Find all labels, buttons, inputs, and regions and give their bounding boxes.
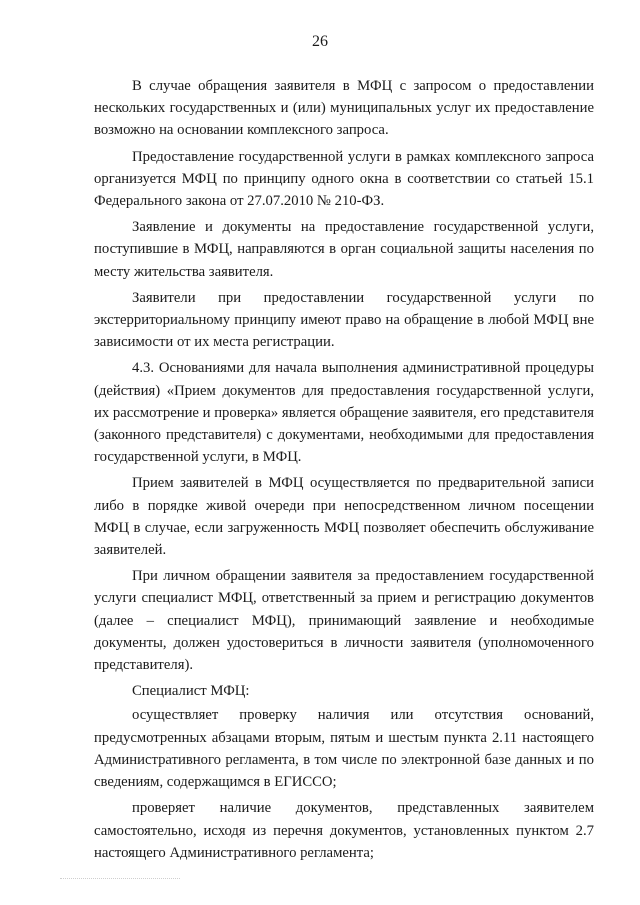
paragraph-specialist-heading: Специалист МФЦ: (132, 683, 250, 700)
paragraph-complex-request: В случае обращения заявителя в МФЦ с запросом о предоставлении нескольких государственных и (или) муниципальных услуг их предоставление возможно на основании комплексного запроса. (94, 78, 594, 139)
paragraph-grounds-check: осуществляет проверку наличия или отсутствия оснований, предусмотренных абзацами вторым, пятым и шестым пункта 2.11 настоящего Административного регламента, в том числе по электронной базе данных и по сведениям, содержащимся в ЕГИССО; (94, 707, 594, 791)
paragraph-documents-forwarding: Заявление и документы на предоставление государственной услуги, поступившие в МФЦ, направляются в орган социальной защиты населения по месту жительства заявителя. (94, 219, 594, 280)
paragraph-section-4-3: 4.3. Основаниями для начала выполнения административной процедуры (действия) «Прием документов для предоставления государственной услуги, их рассмотрение и проверка» является обращение заявителя, его представителя (законного представителя) с документами, необходимыми для предоставления государственной услуги, в МФЦ. (94, 360, 594, 466)
paragraph-extraterritorial: Заявители при предоставлении государственной услуги по экстерриториальному принципу имеют право на обращение в любой МФЦ вне зависимости от их места регистрации. (94, 289, 594, 351)
scan-artifact (60, 878, 180, 883)
paragraph-reception-order: Прием заявителей в МФЦ осуществляется по предварительной записи либо в порядке живой очереди при непосредственном личном посещении МФЦ в случае, если загруженность МФЦ позволяет обеспечить обслуживание заявителей. (94, 475, 594, 559)
paragraph-one-window: Предоставление государственной услуги в рамках комплексного запроса организуется МФЦ по принципу одного окна в соответствии со статьей 15.1 Федерального закона от 27.07.2010 № 210-ФЗ. (94, 148, 594, 210)
paragraph-documents-check: проверяет наличие документов, представленных заявителем самостоятельно, исходя из перечня документов, установленных пунктом 2.7 настоящего Административного регламента; (94, 800, 594, 861)
document-body (94, 75, 594, 868)
paragraph-identity-check: При личном обращении заявителя за предоставлением государственной услуги специалист МФЦ, ответственный за прием и регистрацию документов (далее – специалист МФЦ), принимающий заявление и необходимые документы, должен удостовериться в личности заявителя (уполномоченного представителя). (94, 568, 594, 674)
page-number: 26 (312, 33, 328, 50)
